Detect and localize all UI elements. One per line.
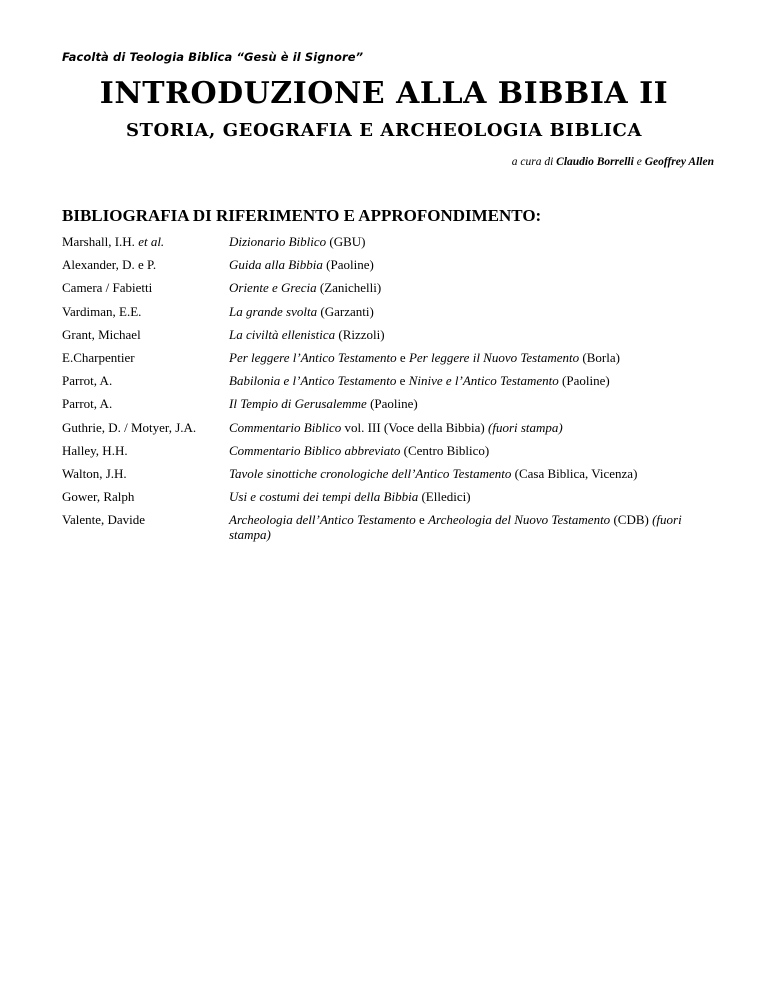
entry-author: [62, 257, 229, 272]
bibliography-entry: [62, 304, 722, 319]
entry-author-name: Parrot, A.: [62, 373, 113, 389]
entry-title: Per leggere il Nuovo Testamento: [408, 349, 580, 365]
entry-author-name: Camera / Fabietti: [62, 280, 153, 296]
entry-author: [62, 443, 229, 458]
entry-publisher: (Casa Biblica, Vicenza): [511, 465, 638, 481]
bibliography-entry: [62, 466, 722, 481]
document-title: INTRODUZIONE ALLA BIBBIA II: [99, 76, 669, 111]
curators-prefix: a cura di: [511, 156, 554, 168]
curators-conjunction: e: [636, 156, 642, 168]
entry-publisher: (Zanichelli): [316, 280, 382, 296]
entry-author: [62, 350, 229, 365]
entry-publisher: (Paoline): [366, 396, 418, 412]
entry-author: [62, 280, 229, 295]
bibliography-entry: [62, 443, 722, 458]
entry-title: La civiltà ellenistica: [229, 326, 336, 342]
bibliography-entry: [62, 489, 722, 504]
entry-publisher: (Centro Biblico): [400, 442, 490, 458]
entry-title: Oriente e Grecia: [229, 280, 317, 296]
entry-author: [62, 373, 229, 388]
entry-work: [229, 396, 722, 411]
entry-publisher: vol. III (Voce della Bibbia): [341, 419, 488, 435]
entry-author: [62, 327, 229, 342]
entry-work: [229, 304, 722, 319]
entry-author-name: Gower, Ralph: [62, 489, 135, 505]
bibliography-list: [62, 234, 722, 550]
entry-title: Archeologia dell’Antico Testamento: [229, 512, 416, 528]
entry-title: Il Tempio di Gerusalemme: [229, 396, 367, 412]
entry-publisher: (CDB): [610, 512, 653, 528]
entry-title: (fuori stampa): [229, 512, 682, 543]
entry-work: [229, 234, 722, 249]
bibliography-entry: [62, 280, 722, 295]
entry-author-suffix: et al.: [138, 234, 165, 249]
entry-publisher: e: [415, 512, 429, 528]
bibliography-entry: [62, 512, 722, 542]
entry-author-name: Halley, H.H.: [62, 442, 128, 458]
entry-title: Commentario Biblico abbreviato: [229, 442, 401, 458]
entry-author-name: Marshall, I.H.: [62, 234, 135, 249]
curators-line: [512, 156, 714, 168]
curator-name: Geoffrey Allen: [644, 156, 714, 168]
entry-work: [229, 327, 722, 342]
entry-publisher: e: [396, 349, 409, 365]
entry-work: [229, 512, 722, 542]
entry-title: Babilonia e l’Antico Testamento: [229, 373, 397, 389]
entry-author-name: Parrot, A.: [62, 396, 113, 412]
curator-name: Claudio Borrelli: [556, 156, 634, 168]
entry-title: Usi e costumi dei tempi della Bibbia: [229, 489, 419, 505]
entry-title: La grande svolta: [229, 303, 318, 319]
entry-publisher: (Elledici): [418, 489, 471, 505]
entry-title: Dizionario Biblico: [229, 234, 327, 249]
entry-work: [229, 257, 722, 272]
entry-author-name: Vardiman, E.E.: [62, 303, 142, 319]
entry-title: (fuori stampa): [488, 419, 563, 435]
faculty-name: Facoltà di Teologia Biblica “Gesù è il Signore”: [62, 50, 364, 64]
entry-work: [229, 489, 722, 504]
bibliography-entry: [62, 234, 722, 249]
entry-title: Commentario Biblico: [229, 419, 342, 435]
entry-author: [62, 512, 229, 542]
entry-publisher: (GBU): [326, 234, 366, 249]
entry-title: Tavole sinottiche cronologiche dell’Antico Testamento: [229, 465, 512, 481]
entry-author-name: Valente, Davide: [62, 512, 146, 528]
entry-title: Ninive e l’Antico Testamento: [408, 373, 559, 389]
entry-publisher: (Borla): [579, 349, 620, 365]
entry-work: [229, 350, 722, 365]
entry-author: [62, 420, 229, 435]
entry-publisher: (Paoline): [558, 373, 610, 389]
bibliography-entry: [62, 420, 722, 435]
entry-author: [62, 304, 229, 319]
bibliography-entry: [62, 396, 722, 411]
entry-work: [229, 443, 722, 458]
bibliography-entry: [62, 327, 722, 342]
entry-title: Archeologia del Nuovo Testamento: [428, 512, 611, 528]
entry-work: [229, 373, 722, 388]
entry-title: Guida alla Bibbia: [229, 257, 323, 273]
entry-author-name: E.Charpentier: [62, 349, 135, 365]
bibliography-entry: [62, 350, 722, 365]
bibliography-entry: [62, 373, 722, 388]
entry-publisher: (Rizzoli): [335, 326, 385, 342]
entry-title: Per leggere l’Antico Testamento: [229, 349, 397, 365]
entry-work: [229, 420, 722, 435]
entry-author-name: Walton, J.H.: [62, 465, 127, 481]
entry-work: [229, 280, 722, 295]
document-subtitle: STORIA, GEOGRAFIA E ARCHEOLOGIA BIBLICA: [125, 120, 643, 141]
entry-author: [62, 396, 229, 411]
entry-publisher: e: [396, 373, 409, 389]
bibliography-entry: [62, 257, 722, 272]
entry-publisher: (Garzanti): [317, 303, 374, 319]
entry-author: [62, 466, 229, 481]
entry-author-name: Grant, Michael: [62, 326, 141, 342]
entry-work: [229, 466, 722, 481]
entry-author-name: Guthrie, D. / Motyer, J.A.: [62, 419, 197, 435]
entry-publisher: (Paoline): [322, 257, 374, 273]
entry-author: [62, 489, 229, 504]
entry-author-name: Alexander, D. e P.: [62, 257, 157, 273]
section-title: BIBLIOGRAFIA DI RIFERIMENTO E APPROFONDIMENTO:: [62, 206, 542, 225]
entry-author: [62, 234, 229, 249]
